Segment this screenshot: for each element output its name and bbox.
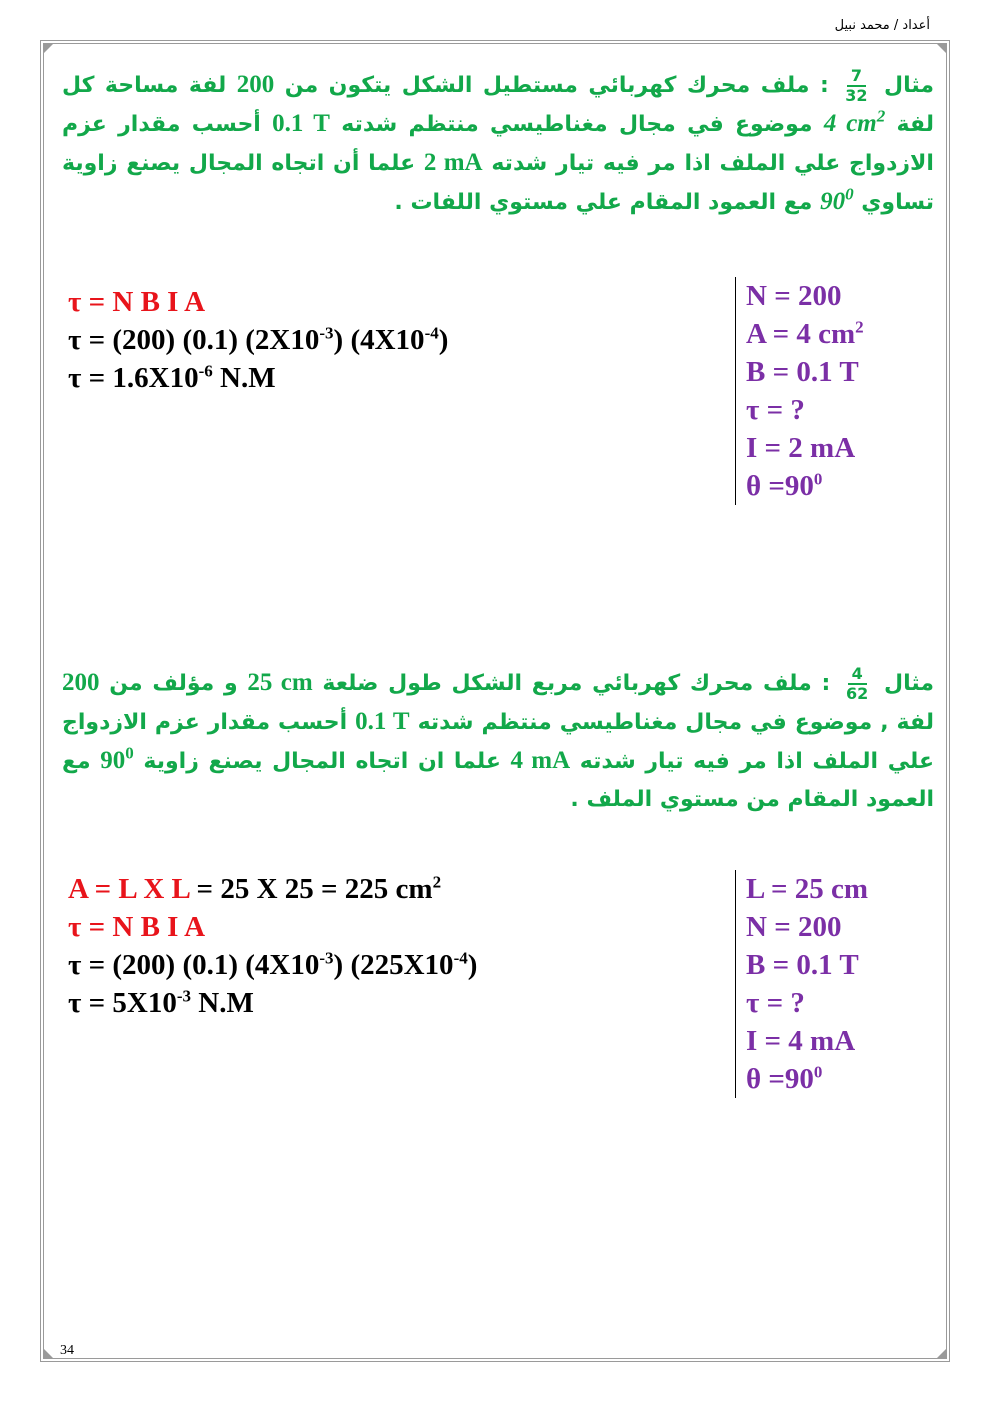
given-2-row-3 — [746, 946, 946, 984]
given-1-row-2-exp: 2 — [855, 317, 864, 337]
given-2-row-1-text: L = 25 cm — [746, 873, 869, 905]
example-1-area-value: 4 cm — [823, 110, 877, 137]
example-1-statement — [62, 66, 934, 222]
solution-2-sub-part-a: τ = (200) (0.1) (4X10 — [68, 949, 320, 981]
given-1-row-6-exp: 0 — [813, 469, 823, 489]
solution-2-result-exp: -3 — [176, 986, 192, 1006]
given-2-row-2-text: N = 200 — [746, 911, 842, 943]
solution-1-formula: τ = N B I A — [68, 286, 206, 318]
example-2-field: 0.1 T — [355, 708, 410, 735]
example-1-turns: 200 — [236, 71, 275, 98]
solution-1-sub-part-b: ) (4X10 — [333, 324, 425, 356]
example-2-statement — [62, 664, 934, 819]
example-2-angle-value: 90 — [100, 747, 126, 774]
solution-2-result-value: τ = 5X10 — [68, 987, 177, 1019]
given-2-row-6-text: θ =90 — [746, 1063, 814, 1095]
example-2-given — [735, 870, 946, 1098]
example-2-side: 25 cm — [247, 669, 313, 696]
given-2-row-4 — [746, 984, 946, 1022]
given-2-row-1 — [746, 870, 946, 908]
given-1-row-6-text: θ =90 — [746, 470, 814, 502]
given-1-row-5 — [746, 429, 946, 467]
example-1-number — [845, 67, 867, 105]
given-1-row-5-text: I = 2 mA — [746, 432, 856, 464]
example-2-turns: 200 — [62, 669, 100, 696]
example-1-given — [735, 277, 946, 505]
given-2-row-6 — [746, 1060, 946, 1098]
example-2-current: 4 mA — [510, 747, 571, 774]
example-2-solution — [68, 870, 708, 1022]
given-2-row-2 — [746, 908, 946, 946]
example-1-area — [823, 106, 886, 137]
solution-1-sub-part-c: ) — [438, 324, 449, 356]
given-2-row-5 — [746, 1022, 946, 1060]
page-number: 34 — [60, 1343, 74, 1358]
example-1-field: 0.1 T — [272, 110, 330, 137]
given-1-row-2 — [746, 315, 946, 353]
solution-1-substitution — [68, 321, 708, 359]
border-corner-bottom-right — [937, 1349, 946, 1358]
example-1-text-d: أحسب مقدار عزم الازدواج علي الملف اذا مر فيه تيار شدته — [62, 112, 934, 176]
example-2-text-c: لفة , موضوع في مجال مغناطيسي منتظم شدته — [417, 710, 934, 735]
solution-2-area-exp: 2 — [432, 872, 442, 892]
author-header: أعداد / محمد نبيل — [834, 18, 930, 33]
example-1-current: 2 mA — [423, 149, 483, 176]
solution-1-result — [68, 359, 708, 397]
given-1-row-4 — [746, 391, 946, 429]
example-1-angle-exp: 0 — [845, 184, 854, 204]
example-1-text-e: علما أن اتجاه المجال يصنع زاوية تساوي — [62, 151, 934, 215]
example-2-text-a: : ملف محرك كهربائي مربع الشكل طول ضلعة — [322, 671, 831, 696]
given-2-row-5-text: I = 4 mA — [746, 1025, 856, 1057]
example-1-label: مثال — [884, 73, 934, 98]
example-2-text-d: أحسب مقدار عزم الازدواج علي الملف اذا مر فيه تيار شدته — [62, 710, 934, 774]
border-corner-top-left — [44, 44, 53, 53]
given-2-row-3-text: B = 0.1 T — [746, 949, 859, 981]
given-1-row-3 — [746, 353, 946, 391]
solution-1-result-exp: -6 — [198, 361, 213, 381]
solution-2-area — [68, 870, 708, 908]
example-1-text-b: لفة مساحة كل لفة — [62, 73, 934, 137]
solution-1-sub-exp-1: -3 — [319, 323, 334, 343]
example-2-text-f: مع العمود المقام من مستوي الملف . — [62, 749, 934, 812]
border-corner-top-right — [937, 44, 946, 53]
given-1-row-1 — [746, 277, 946, 315]
solution-1-result-unit: N.M — [212, 362, 276, 394]
given-1-row-3-text: B = 0.1 T — [746, 356, 859, 388]
example-2-text-e: علما ان اتجاه المجال يصنع زاوية — [143, 749, 501, 774]
example-2-text-b: و مؤلف من — [109, 671, 238, 696]
example-2-label: مثال — [884, 671, 934, 696]
example-2-number-bottom: 62 — [846, 684, 869, 703]
solution-2-sub-exp-1: -3 — [319, 948, 334, 968]
example-1-solution — [68, 283, 708, 397]
given-1-row-6 — [746, 467, 946, 505]
solution-2-result — [68, 984, 708, 1022]
border-corner-bottom-left — [44, 1349, 53, 1358]
example-2-angle — [100, 743, 134, 774]
given-1-row-1-text: N = 200 — [746, 280, 842, 312]
solution-2-sub-part-c: ) — [467, 949, 478, 981]
solution-2-sub-part-b: ) (225X10 — [333, 949, 454, 981]
example-1-number-top: 7 — [847, 67, 866, 87]
example-1-text-a: : ملف محرك كهربائي مستطيل الشكل يتكون من — [284, 73, 829, 98]
example-1-angle-value: 90 — [820, 188, 846, 215]
solution-1-sub-exp-2: -4 — [424, 323, 439, 343]
example-1-angle — [820, 184, 854, 215]
given-1-row-4-text: τ = ? — [746, 394, 805, 426]
solution-2-result-unit: N.M — [191, 987, 254, 1019]
example-2-angle-exp: 0 — [125, 743, 134, 763]
example-1-text-c: موضوع في مجال مغناطيسي منتظم شدته — [341, 112, 813, 137]
example-1-area-exp: 2 — [876, 106, 886, 126]
solution-2-substitution — [68, 946, 708, 984]
solution-2-formula: τ = N B I A — [68, 911, 206, 943]
given-2-row-4-text: τ = ? — [746, 987, 805, 1019]
given-2-row-6-exp: 0 — [813, 1062, 823, 1082]
solution-2-area-calc: = 25 X 25 = 225 cm — [189, 873, 433, 905]
solution-1-sub-part-a: τ = (200) (0.1) (2X10 — [68, 324, 320, 356]
example-1-number-bottom: 32 — [845, 86, 868, 105]
example-2-number — [846, 665, 868, 703]
solution-1-result-value: τ = 1.6X10 — [68, 362, 199, 394]
example-2-number-top: 4 — [848, 665, 867, 685]
solution-2-area-formula: A = L X L — [68, 873, 190, 905]
example-1-text-f: مع العمود المقام علي مستوي اللفات . — [394, 190, 813, 215]
solution-2-sub-exp-2: -4 — [453, 948, 468, 968]
given-1-row-2-text: A = 4 cm — [746, 318, 856, 350]
